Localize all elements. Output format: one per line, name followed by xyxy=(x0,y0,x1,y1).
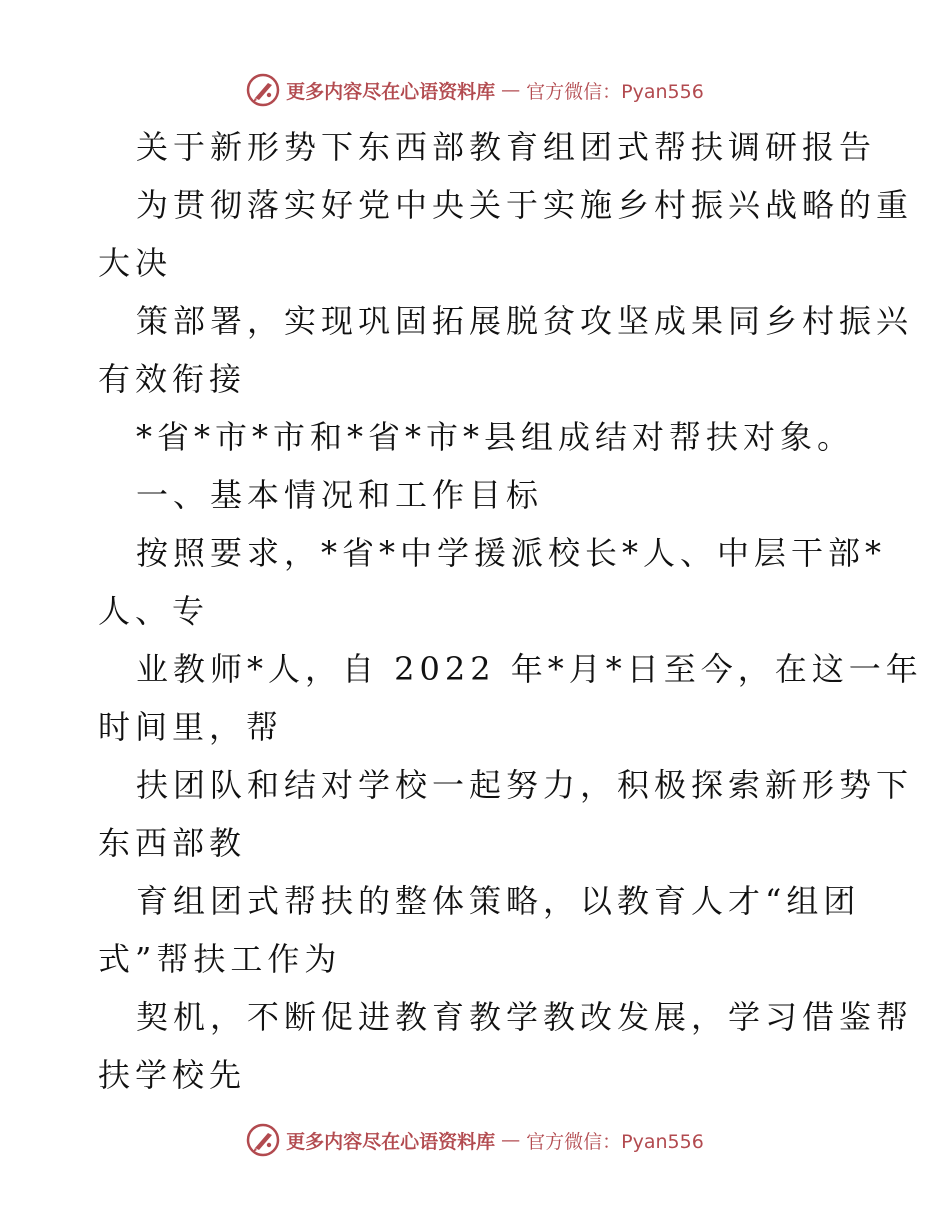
paragraph-line: 有效衔接 xyxy=(98,360,247,398)
paragraph-line: 业教师*人，自 2022 年*月*日至今，在这一年 xyxy=(136,650,923,688)
paragraph-line: 为贯彻落实好党中央关于实施乡村振兴战略的重 xyxy=(136,186,914,224)
banner-official-wechat: 官方微信：Pyan556 xyxy=(526,80,704,103)
paragraph-line: *省*市*市和*省*市*县组成结对帮扶对象。 xyxy=(136,418,855,456)
paragraph-line: 扶学校先 xyxy=(98,1056,247,1094)
banner-brand-text: 更多内容尽在心语资料库 xyxy=(286,1130,496,1153)
footer-watermark-banner xyxy=(0,1120,950,1160)
paragraph-line: 扶团队和结对学校一起努力，积极探索新形势下 xyxy=(136,766,914,804)
section-heading: 一、基本情况和工作目标 xyxy=(136,476,544,514)
paragraph-line: 育组团式帮扶的整体策略，以教育人才“组团 xyxy=(136,882,861,920)
paragraph-line: 契机，不断促进教育教学教改发展，学习借鉴帮 xyxy=(136,998,914,1036)
banner-official-wechat: 官方微信：Pyan556 xyxy=(526,1130,704,1153)
paragraph-line: 策部署，实现巩固拓展脱贫攻坚成果同乡村振兴 xyxy=(136,302,914,340)
quill-pen-logo-icon xyxy=(246,1123,280,1157)
header-watermark-banner xyxy=(0,70,950,110)
document-body xyxy=(98,118,923,1104)
paragraph-line: 人、专 xyxy=(98,592,210,630)
banner-dash: — xyxy=(501,1129,521,1151)
paragraph-line: 大决 xyxy=(98,244,173,282)
banner-dash: — xyxy=(501,79,521,101)
paragraph-line: 按照要求，*省*中学援派校长*人、中层干部* xyxy=(136,534,887,572)
paragraph-line: 时间里，帮 xyxy=(98,708,284,746)
document-title: 关于新形势下东西部教育组团式帮扶调研报告 xyxy=(136,128,877,166)
paragraph-line: 式”帮扶工作为 xyxy=(98,940,342,978)
banner-brand-text: 更多内容尽在心语资料库 xyxy=(286,80,496,103)
paragraph-line: 东西部教 xyxy=(98,824,247,862)
quill-pen-logo-icon xyxy=(246,73,280,107)
